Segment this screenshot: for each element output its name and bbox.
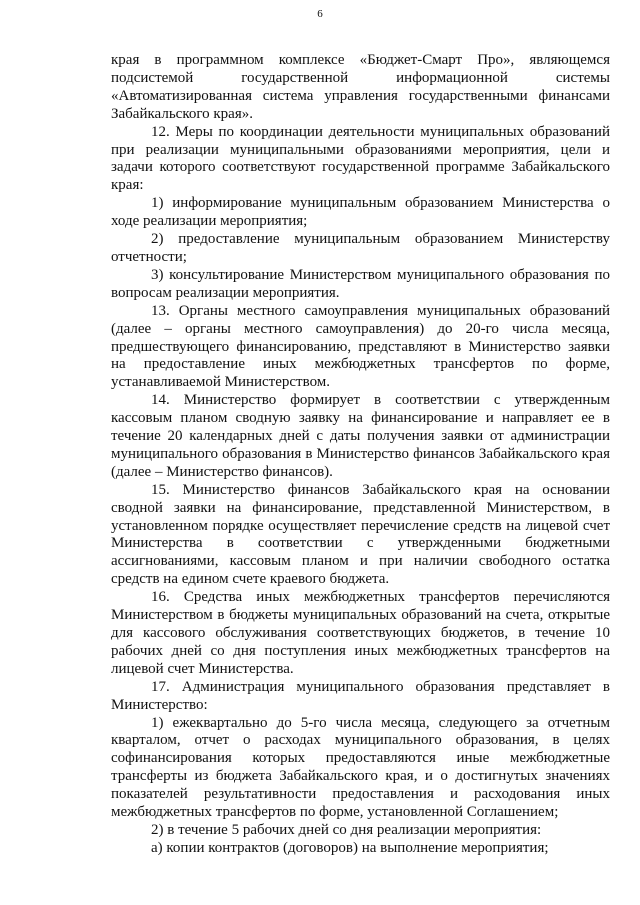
page-number: 6 bbox=[317, 8, 323, 20]
paragraph-subitem-12-2: 2) предоставление муниципальным образованием Министерству отчетности; bbox=[111, 231, 610, 265]
paragraph-item-17: 17. Администрация муниципального образования представляет в Министерство: bbox=[111, 678, 610, 713]
paragraph-subitem-12-1: 1) информирование муниципальным образованием Министерства о ходе реализации мероприятия; bbox=[111, 195, 610, 230]
paragraph-subitem-17-2-a: а) копии контрактов (договоров) на выполнение мероприятия; bbox=[151, 839, 549, 856]
paragraph-item-15: 15. Министерство финансов Забайкальского края на основании сводной заявки на финансирование, представленной Министерством, в установленном порядке осуществляет перечисление средств на лицевой счет Министерства в соответствии с утвержденными бюджетными ассигнованиями, кассовым планом и при наличии свободного остатка средств на едином счете краевого бюджета. bbox=[111, 481, 610, 588]
paragraph-subitem-17-1: 1) ежеквартально до 5-го числа месяца, следующего за отчетным кварталом, отчет о расходах муниципального образования, в целях софинансирования которых предоставляются иные межбюджетные трансферты из бюджета Забайкальского края, и о достигнутых значениях показателей результативности предоставления и расходования иных межбюджетных трансфертов по форме, установленной Соглашением; bbox=[111, 714, 610, 821]
paragraph-item-16: 16. Средства иных межбюджетных трансфертов перечисляются Министерством в бюджеты муниципальных образований на счета, открытые для кассового обслуживания соответствующих бюджетов, в течение 10 рабочих дней со дня поступления иных межбюджетных трансфертов на лицевой счет Министерства. bbox=[111, 589, 610, 677]
paragraph-continuation: края в программном комплексе «Бюджет-Смарт Про», являющемся подсистемой государственной информационной системы «Автоматизированная система управления государственными финансами Забайкальского края». bbox=[111, 52, 610, 122]
paragraph-item-13: 13. Органы местного самоуправления муниципальных образований (далее – органы местного самоуправления) до 20-го числа месяца, предшествующего финансированию, представляют в Министерство заявки на предоставление иных межбюджетных трансфертов по форме, устанавливаемой Министерством. bbox=[111, 302, 610, 391]
paragraph-subitem-17-2: 2) в течение 5 рабочих дней со дня реализации мероприятия: bbox=[151, 821, 542, 838]
paragraph-subitem-12-3: 3) консультирование Министерством муниципального образования по вопросам реализации мероприятия. bbox=[111, 266, 610, 301]
paragraph-item-14: 14. Министерство формирует в соответствии с утвержденным кассовым планом сводную заявку на финансирование и направляет ее в течение 20 календарных дней с даты получения заявки от администрации муниципального образования в Министерство финансов Забайкальского края (далее – Министерство финансов). bbox=[111, 392, 610, 480]
paragraph-item-12: 12. Меры по координации деятельности муниципальных образований при реализации муниципальными образованиями мероприятия, цели и задачи которого соответствуют государственной программе Забайкальского края: bbox=[111, 123, 610, 194]
document-body bbox=[111, 52, 610, 858]
